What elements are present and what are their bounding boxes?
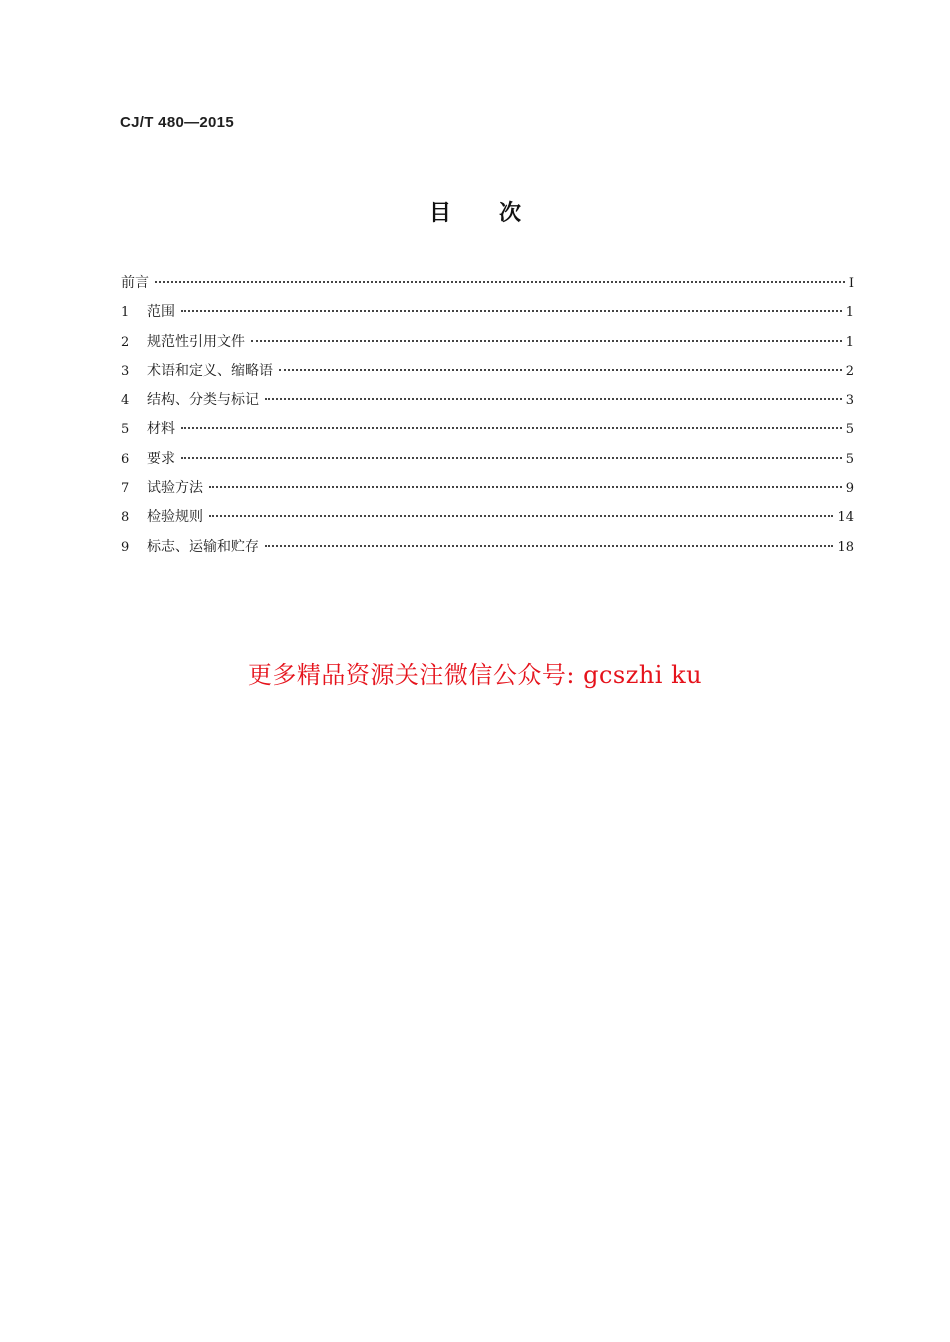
toc-leader-dots	[209, 486, 842, 488]
toc-leader-dots	[251, 340, 842, 342]
toc-entry-page: Ⅰ	[848, 276, 854, 291]
toc-leader-dots	[265, 398, 842, 400]
toc-entry-label: 材料	[147, 421, 175, 438]
toc-entry-number: 6	[121, 451, 130, 467]
toc-entry-label: 前言	[121, 275, 149, 291]
toc-entry-number: 4	[121, 393, 130, 409]
toc-entry-page: 9	[845, 481, 854, 497]
toc-entry-page: 5	[845, 451, 854, 467]
watermark-promo-text: 更多精品资源关注微信公众号: gcszhi ku	[247, 661, 703, 689]
toc-entry-number: 8	[121, 510, 130, 526]
toc-entry-number: 5	[121, 422, 130, 438]
toc-entry-page: 18	[837, 539, 854, 555]
toc-entry-2[interactable]	[121, 331, 854, 360]
toc-entry-1[interactable]	[121, 301, 854, 330]
toc-leader-dots	[181, 457, 842, 459]
toc-entry-label: 检验规则	[147, 509, 203, 526]
toc-entry-5[interactable]	[121, 418, 854, 447]
toc-leader-dots	[155, 281, 845, 283]
toc-entry-label: 范围	[147, 304, 175, 321]
toc-entry-number: 7	[121, 481, 130, 497]
toc-entry-foreword[interactable]	[121, 272, 854, 301]
toc-leader-dots	[181, 427, 842, 429]
toc-entry-number: 3	[121, 363, 130, 379]
toc-entry-page: 1	[845, 305, 854, 321]
toc-entry-page: 14	[837, 510, 854, 526]
toc-entry-number: 1	[121, 305, 130, 321]
toc-entry-3[interactable]	[121, 360, 854, 389]
toc-entry-number: 2	[121, 334, 130, 350]
toc-entry-8[interactable]	[121, 506, 854, 535]
toc-entry-page: 5	[845, 422, 854, 438]
toc-entry-page: 1	[845, 334, 854, 350]
toc-entry-page: 3	[845, 393, 854, 409]
toc-entry-label: 结构、分类与标记	[147, 392, 259, 409]
toc-entry-label: 术语和定义、缩略语	[147, 362, 273, 379]
toc-entry-9[interactable]	[121, 536, 854, 565]
toc-leader-dots	[181, 310, 842, 312]
table-of-contents	[121, 272, 854, 565]
toc-entry-label: 标志、运输和贮存	[147, 538, 259, 555]
toc-entry-label: 要求	[147, 450, 175, 467]
document-code: CJ/T 480—2015	[120, 114, 234, 131]
toc-title: 目次	[428, 201, 569, 226]
toc-entry-page: 2	[845, 363, 854, 379]
toc-entry-6[interactable]	[121, 448, 854, 477]
toc-entry-7[interactable]	[121, 477, 854, 506]
toc-leader-dots	[279, 369, 842, 371]
toc-entry-4[interactable]	[121, 389, 854, 418]
toc-entry-number: 9	[121, 539, 130, 555]
toc-leader-dots	[209, 515, 833, 517]
toc-entry-label: 试验方法	[147, 480, 203, 497]
toc-leader-dots	[265, 545, 833, 547]
toc-entry-label: 规范性引用文件	[147, 333, 245, 350]
